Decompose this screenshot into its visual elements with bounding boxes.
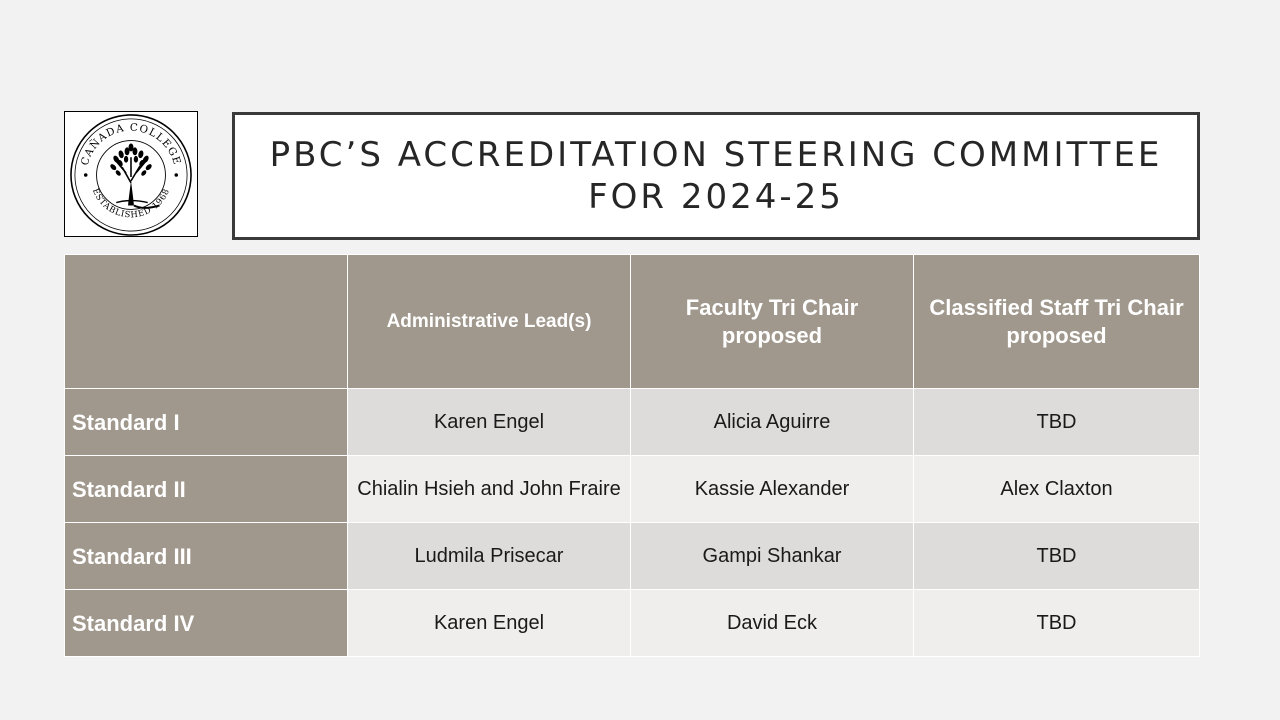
title-line-1: PBC’S ACCREDITATION STEERING COMMITTEE <box>269 135 1163 175</box>
cell-admin-lead: Karen Engel <box>348 590 631 657</box>
cell-faculty-chair: David Eck <box>631 590 914 657</box>
college-seal-icon <box>65 112 197 236</box>
table-row <box>65 590 1200 657</box>
table-header-row <box>65 255 1200 389</box>
cell-classified-chair: TBD <box>914 389 1200 456</box>
tree-icon <box>109 143 159 207</box>
cell-faculty-chair: Alicia Aguirre <box>631 389 914 456</box>
header-standard <box>65 255 348 389</box>
logo-tagline: ESTABLISHED 1968 <box>90 186 172 220</box>
row-label-standard-i: Standard I <box>65 389 348 456</box>
page-title <box>232 112 1200 240</box>
cell-classified-chair: Alex Claxton <box>914 456 1200 523</box>
header-faculty-tri-chair: Faculty Tri Chair proposed <box>631 255 914 389</box>
cell-faculty-chair: Gampi Shankar <box>631 523 914 590</box>
table-row <box>65 389 1200 456</box>
header-classified-staff-tri-chair: Classified Staff Tri Chair proposed <box>914 255 1200 389</box>
header-administrative-lead: Administrative Lead(s) <box>348 255 631 389</box>
cell-admin-lead: Ludmila Prisecar <box>348 523 631 590</box>
row-label-standard-iv: Standard IV <box>65 590 348 657</box>
title-line-2: FOR 2024-25 <box>588 177 844 217</box>
cell-classified-chair: TBD <box>914 590 1200 657</box>
logo-name: CAÑADA COLLEGE <box>78 121 184 167</box>
row-label-standard-iii: Standard III <box>65 523 348 590</box>
row-label-standard-ii: Standard II <box>65 456 348 523</box>
cell-admin-lead: Karen Engel <box>348 389 631 456</box>
table-row <box>65 456 1200 523</box>
table-row <box>65 523 1200 590</box>
college-logo <box>64 111 198 237</box>
steering-committee-table <box>64 254 1200 657</box>
cell-faculty-chair: Kassie Alexander <box>631 456 914 523</box>
cell-classified-chair: TBD <box>914 523 1200 590</box>
cell-admin-lead: Chialin Hsieh and John Fraire <box>348 456 631 523</box>
